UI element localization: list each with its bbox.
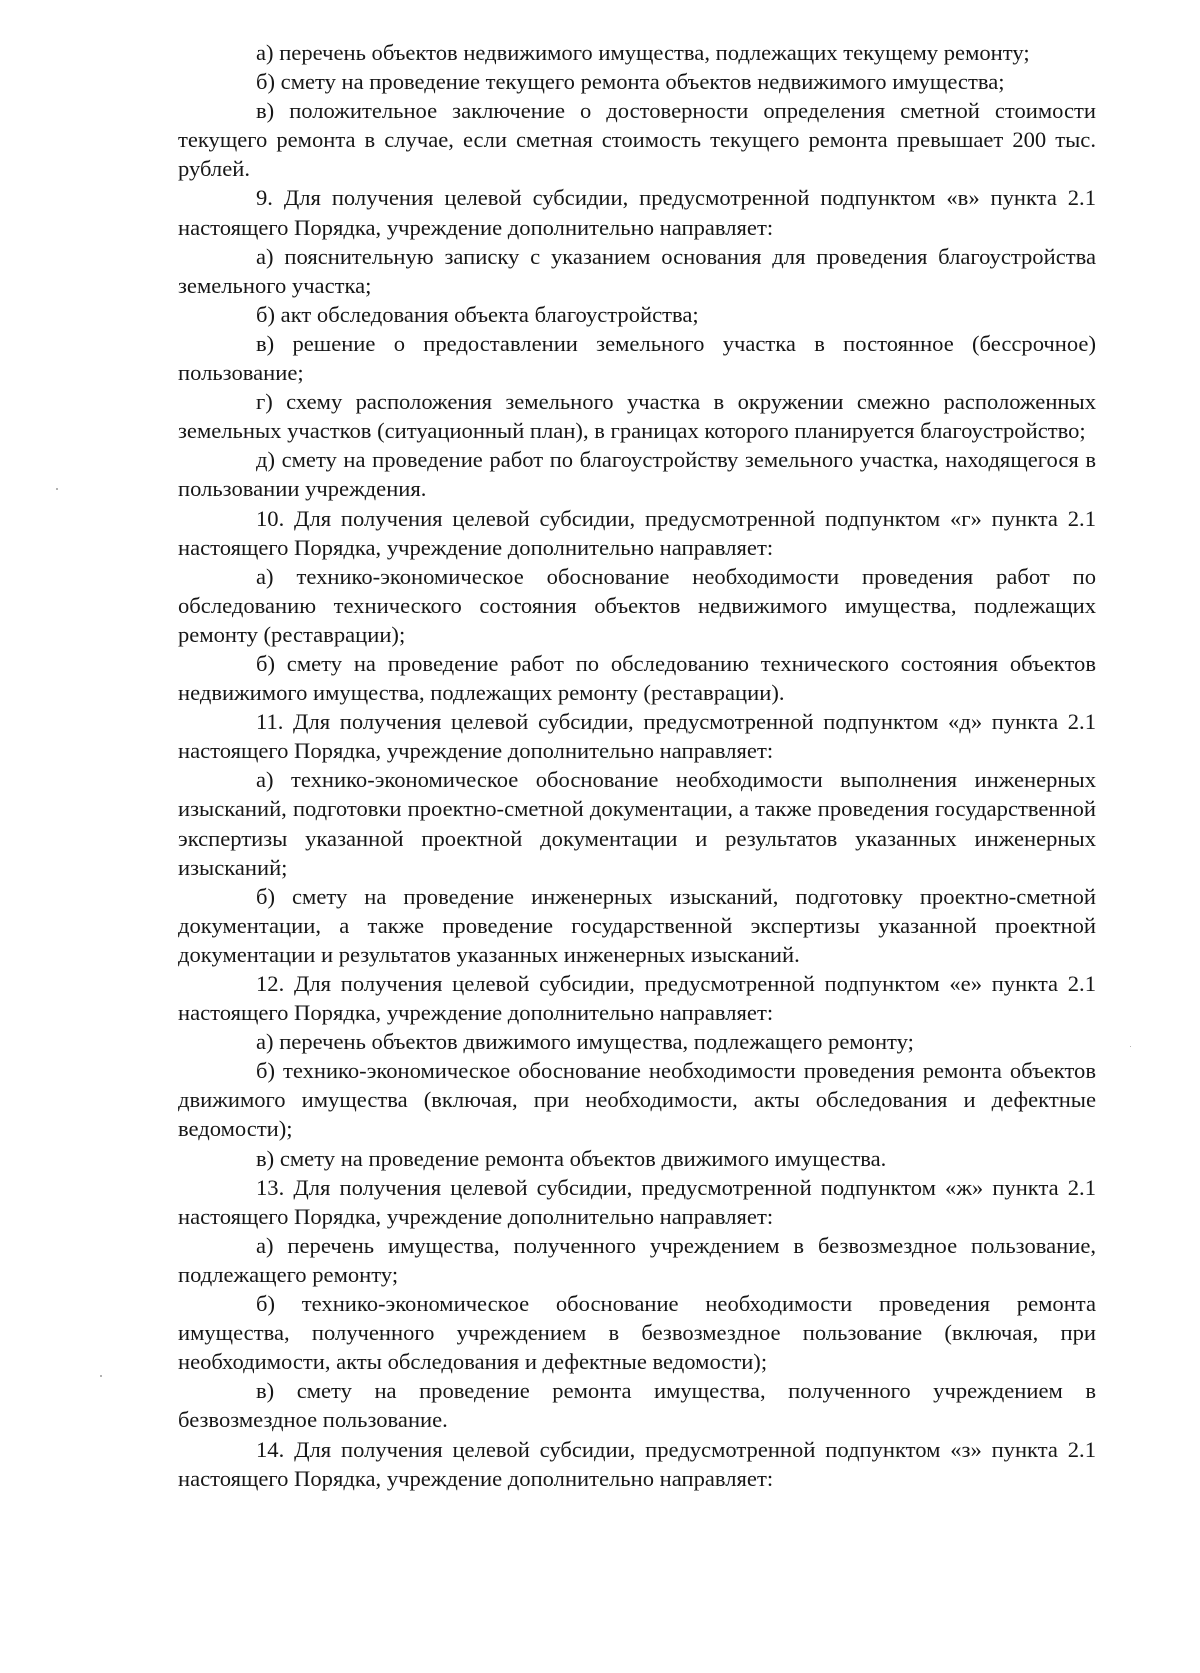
document-body (178, 38, 1096, 1493)
paragraph-9d: д) смету на проведение работ по благоустройству земельного участка, находящегося в пользовании учреждения. (178, 447, 1096, 502)
paragraph-13: 13. Для получения целевой субсидии, предусмотренной подпунктом «ж» пункта 2.1 настоящего Порядка, учреждение дополнительно направляет: (178, 1174, 1096, 1229)
paragraph-9g: г) схему расположения земельного участка в окружении смежно расположенных земельных участков (ситуационный план), в границах которого планируется благоустройство; (178, 389, 1096, 444)
paragraph-10b: б) смету на проведение работ по обследованию технического состояния объектов недвижимого имущества, подлежащих ремонту (реставрации). (178, 650, 1096, 706)
paragraph-9: 9. Для получения целевой субсидии, предусмотренной подпунктом «в» пункта 2.1 настоящего Порядка, учреждение дополнительно направляет: (178, 185, 1096, 240)
paragraph-8a: а) перечень объектов недвижимого имущества, подлежащих текущему ремонту; (256, 40, 1030, 65)
scan-speck (100, 1375, 102, 1377)
paragraph-8v: в) положительное заключение о достоверности определения сметной стоимости текущего ремонта в случае, если сметная стоимость текущего ремонта превышает 200 тыс. рублей. (178, 98, 1096, 182)
paragraph-13v: в) смету на проведение ремонта имущества, полученного учреждением в безвозмездное пользование. (178, 1378, 1096, 1433)
paragraph-9b: б) акт обследования объекта благоустройства; (256, 301, 699, 327)
paragraph-11b: б) смету на проведение инженерных изысканий, подготовку проектно-сметной документации, а также проведение государственной экспертизы указанной проектной документации и результатов указанных инженерных изысканий. (178, 883, 1096, 967)
paragraph-10: 10. Для получения целевой субсидии, предусмотренной подпунктом «г» пункта 2.1 настоящего Порядка, учреждение дополнительно направляет: (178, 505, 1096, 560)
paragraph-11a: а) технико-экономическое обоснование необходимости выполнения инженерных изысканий, подготовки проектно-сметной документации, а также проведения государственной экспертизы указанной проектной документации и результатов указанных инженерных изысканий; (178, 767, 1096, 880)
scan-speck (56, 488, 58, 490)
paragraph-13b: б) технико-экономическое обоснование необходимости проведения ремонта имущества, полученного учреждением в безвозмездное пользование (включая, при необходимости, акты обследования и дефектные ведомости); (178, 1291, 1096, 1375)
scan-speck (1130, 1046, 1131, 1047)
paragraph-14: 14. Для получения целевой субсидии, предусмотренной подпунктом «з» пункта 2.1 настоящего Порядка, учреждение дополнительно направляет: (178, 1436, 1096, 1491)
paragraph-12v: в) смету на проведение ремонта объектов движимого имущества. (256, 1145, 887, 1171)
paragraph-12a: а) перечень объектов движимого имущества, подлежащего ремонту; (256, 1029, 914, 1055)
paragraph-9v: в) решение о предоставлении земельного участка в постоянное (бессрочное) пользование; (178, 330, 1096, 386)
paragraph-12b: б) технико-экономическое обоснование необходимости проведения ремонта объектов движимого имущества (включая, при необходимости, акты обследования и дефектные ведомости); (178, 1058, 1096, 1142)
paragraph-9a: а) пояснительную записку с указанием основания для проведения благоустройства земельного участка; (178, 243, 1096, 298)
paragraph-8b: б) смету на проведение текущего ремонта объектов недвижимого имущества; (256, 69, 1005, 95)
paragraph-11: 11. Для получения целевой субсидии, предусмотренной подпунктом «д» пункта 2.1 настоящего Порядка, учреждение дополнительно направляет: (178, 709, 1096, 764)
paragraph-10a: а) технико-экономическое обоснование необходимости проведения работ по обследованию технического состояния объектов недвижимого имущества, подлежащих ремонту (реставрации); (178, 563, 1096, 647)
paragraph-12: 12. Для получения целевой субсидии, предусмотренной подпунктом «е» пункта 2.1 настоящего Порядка, учреждение дополнительно направляет: (178, 971, 1096, 1026)
paragraph-13a: а) перечень имущества, полученного учреждением в безвозмездное пользование, подлежащего ремонту; (178, 1232, 1096, 1287)
